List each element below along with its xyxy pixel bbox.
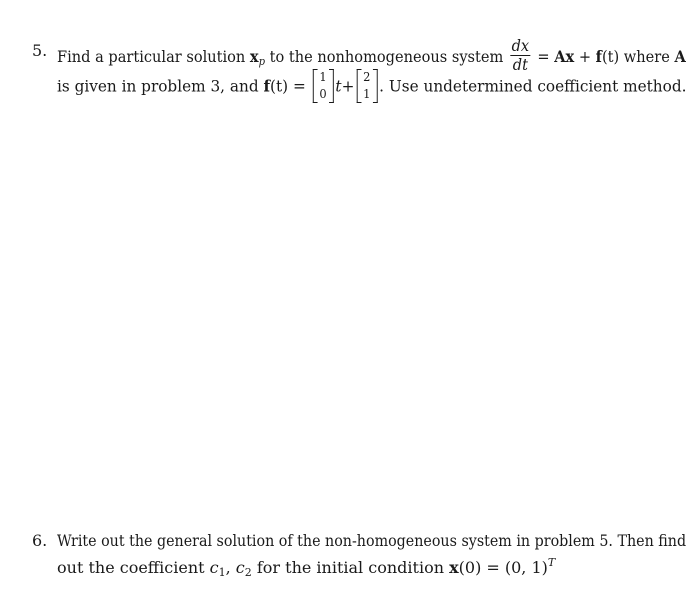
p5-l2-f-arg: (t): [270, 76, 289, 96]
p5-l2-eq: =: [288, 76, 311, 96]
problem-6-line-2: [57, 552, 686, 584]
fraction-numerator: dx: [511, 36, 530, 55]
p5-A-bold: A: [554, 47, 566, 66]
p6-comma: ,: [225, 558, 236, 577]
p5-l2-text-b: . Use undetermined coefficient method.: [379, 76, 687, 96]
p6-l2-text-a: out the coefficient: [57, 558, 210, 577]
bracket-right: [329, 69, 334, 103]
problem-5: [32, 36, 687, 104]
p5-l1-text-a: Find a particular solution: [57, 47, 250, 66]
p5-x-sub: p: [258, 55, 266, 68]
p5-l2-f-bold: f: [263, 76, 271, 96]
p6-c2-sub: 2: [244, 566, 252, 579]
problem-5-line-2: [57, 70, 687, 104]
p6-x-arg: (0) = (0, 1): [458, 558, 548, 577]
bracket-left: [356, 69, 361, 103]
p6-c1-sub: 1: [218, 566, 226, 579]
p5-l2-t: t: [335, 76, 342, 96]
problem-5-line-1: [57, 36, 686, 74]
p6-l2-text-b: for the initial condition: [251, 558, 450, 577]
p5-x-bold-2: x: [565, 47, 575, 66]
vector-2: [356, 69, 377, 103]
problem-6-line-1: Write out the general solution of the non-homogeneous system in problem 5. Then find: [57, 531, 687, 550]
p6-x-bold: x: [449, 558, 459, 577]
p6-transpose-sup: T: [547, 556, 556, 569]
p5-l1-text-b: to the nonhomogeneous system: [265, 47, 508, 66]
problem-5-number: 5.: [32, 41, 48, 60]
problem-6: [32, 530, 686, 584]
vector-2-entry-2: 1: [363, 87, 371, 101]
p5-l2-plus: +: [341, 76, 355, 96]
p5-l1-text-c: where: [619, 47, 675, 66]
p5-f-arg: (t): [601, 47, 620, 66]
p6-c2: c: [235, 558, 245, 577]
p5-f-bold: f: [595, 47, 602, 66]
p5-x-bold: x: [249, 47, 259, 66]
p5-A-bold-2: A: [674, 47, 686, 66]
vector-1: [313, 69, 334, 103]
p5-l1-eq: =: [532, 47, 555, 66]
vector-2-entry-1: 2: [363, 70, 371, 84]
p5-l1-plus: +: [574, 47, 596, 66]
problem-6-text: [57, 530, 686, 584]
problem-6-number: 6.: [32, 531, 48, 550]
bracket-left: [313, 69, 318, 103]
vector-1-entry-2: 0: [319, 87, 327, 101]
vector-1-entry-1: 1: [319, 70, 327, 84]
p6-c1: c: [209, 558, 219, 577]
dx-dt-fraction: [511, 38, 530, 73]
bracket-right: [372, 69, 377, 103]
p5-l2-text-a: is given in problem 3, and: [57, 76, 264, 96]
fraction-denominator: dt: [512, 55, 528, 74]
problem-5-text: [57, 36, 687, 104]
